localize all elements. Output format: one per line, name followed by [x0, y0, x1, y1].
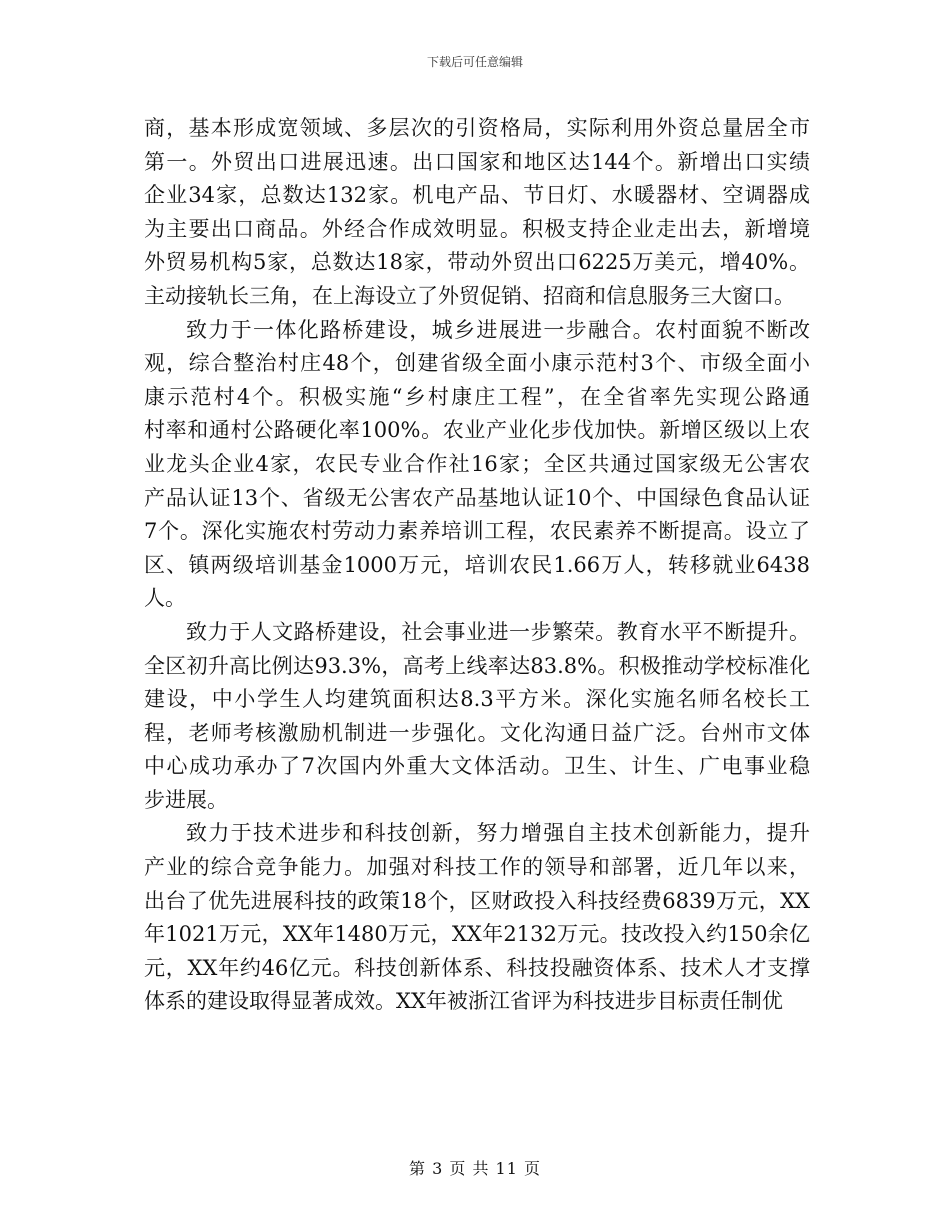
text-line: 全区初升高比例达93.3%，高考上线率达83.8%。积极推动学校标准化	[144, 653, 810, 678]
text-line: 致力于人文路桥建设，社会事业进一步繁荣。教育水平不断提升。	[186, 619, 810, 644]
text-line: 步进展。	[144, 787, 228, 812]
text-line: 企业34家，总数达132家。机电产品、节日灯、水暖器材、空调器成	[144, 183, 810, 208]
text-line: 外贸易机构5家，总数达18家，带动外贸出口6225万美元，增40%。	[144, 250, 810, 275]
paragraph	[144, 616, 810, 818]
document-body	[144, 112, 810, 1019]
text-line: 产业的综合竞争能力。加强对科技工作的领导和部署，近几年以来，	[144, 855, 810, 880]
paragraph	[144, 112, 810, 314]
text-line: 产品认证13个、省级无公害农产品基地认证10个、中国绿色食品认证	[144, 485, 810, 510]
text-line: 7个。深化实施农村劳动力素养培训工程，农民素养不断提高。设立了	[144, 519, 810, 544]
text-line: 人。	[144, 586, 186, 611]
text-line: 主动接轨长三角，在上海设立了外贸促销、招商和信息服务三大窗口。	[144, 283, 795, 308]
text-line: 致力于技术进步和科技创新，努力增强自主技术创新能力，提升	[186, 821, 810, 846]
paragraph	[144, 817, 810, 1019]
text-line: 为主要出口商品。外经合作成效明显。积极支持企业走出去，新增境	[144, 216, 810, 241]
paragraph	[144, 314, 810, 616]
text-line: 商，基本形成宽领域、多层次的引资格局，实际利用外资总量居全市	[144, 116, 810, 140]
text-line: 康示范村4个。积极实施“乡村康庄工程”，在全省率先实现公路通	[144, 384, 810, 409]
page-header: 下载后可任意编辑	[426, 55, 523, 69]
text-line: 元，XX年约46亿元。科技创新体系、科技投融资体系、技术人才支撑	[144, 955, 810, 980]
text-line: 致力于一体化路桥建设，城乡进展进一步融合。农村面貌不断改	[186, 317, 810, 342]
text-line: 观，综合整治村庄48个，创建省级全面小康示范村3个、市级全面小	[144, 351, 810, 376]
page-footer: 第 3 页 共 11 页	[409, 1159, 541, 1178]
text-line: 年1021万元，XX年1480万元，XX年2132万元。技改投入约150余亿	[144, 922, 810, 947]
text-line: 出台了优先进展科技的政策18个，区财政投入科技经费6839万元，XX	[144, 888, 810, 913]
text-line: 村率和通村公路硬化率100%。农业产业化步伐加快。新增区级以上农	[144, 418, 810, 443]
text-line: 程，老师考核激励机制进一步强化。文化沟通日益广泛。台州市文体	[144, 720, 810, 745]
text-line: 区、镇两级培训基金1000万元，培训农民1.66万人，转移就业6438	[144, 552, 810, 577]
text-line: 中心成功承办了7次国内外重大文体活动。卫生、计生、广电事业稳	[144, 754, 810, 779]
text-line: 体系的建设取得显著成效。XX年被浙江省评为科技进步目标责任制优	[144, 989, 783, 1014]
text-line: 业龙头企业4家，农民专业合作社16家；全区共通过国家级无公害农	[144, 451, 810, 476]
text-line: 第一。外贸出口进展迅速。出口国家和地区达144个。新增出口实绩	[144, 149, 810, 174]
text-line: 建设，中小学生人均建筑面积达8.3平方米。深化实施名师名校长工	[144, 687, 810, 712]
